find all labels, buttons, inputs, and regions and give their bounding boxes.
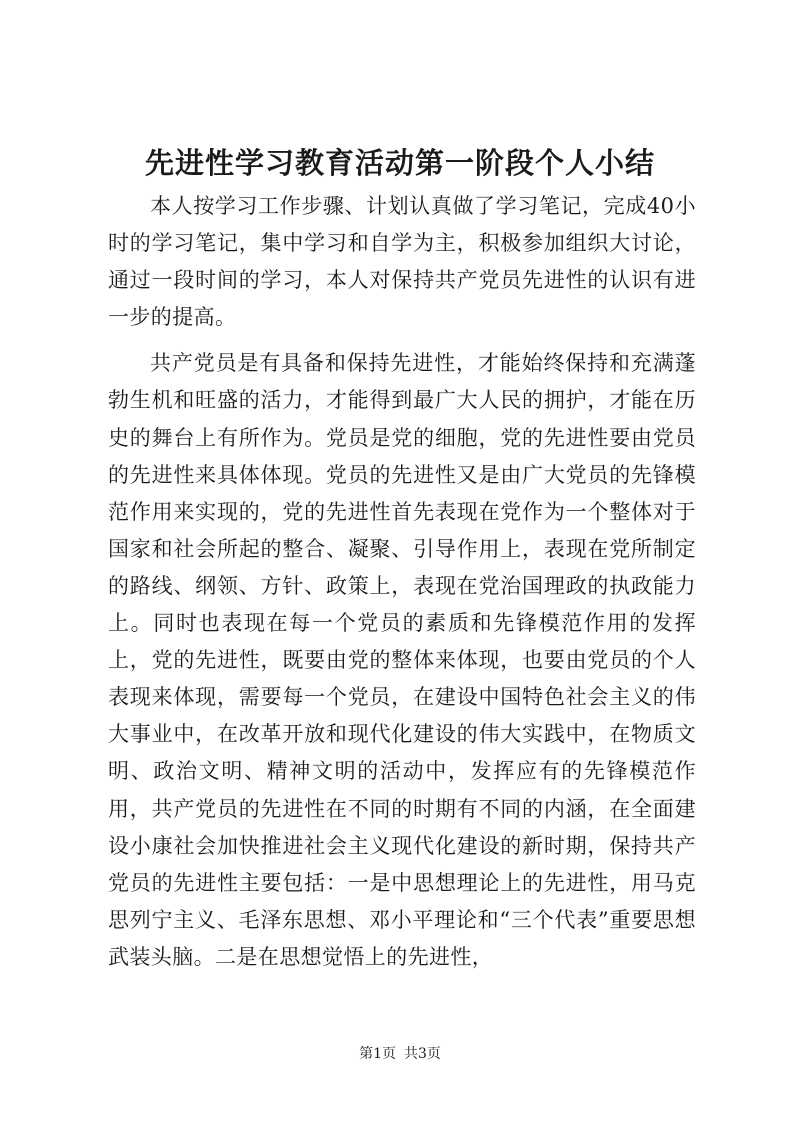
page-footer [0, 1044, 800, 1064]
page-total: 共3页 [404, 1046, 441, 1062]
page-number: 第1页 [359, 1046, 396, 1062]
document-body [108, 188, 696, 976]
document-title: 先进性学习教育活动第一阶段个人小结 [144, 146, 655, 180]
paragraph-2: 共产党员是有具备和保持先进性，才能始终保持和充满蓬勃生机和旺盛的活力，才能得到最广大人民的拥护，才能在历史的舞台上有所作为。党员是党的细胞，党的先进性要由党员的先进性来具体体现。党员的先进性又是由广大党员的先锋模范作用来实现的，党的先进性首先表现在党作为一个整体对于国家和社会所起的整合、凝聚、引导作用上，表现在党所制定的路线、纲领、方针、政策上，表现在党治国理政的执政能力上。同时也表现在每一个党员的素质和先锋模范作用的发挥上，党的先进性，既要由党的整体来体现，也要由党员的个人表现来体现，需要每一个党员，在建设中国特色社会主义的伟大事业中，在改革开放和现代化建设的伟大实践中，在物质文明、政治文明、精神文明的活动中，发挥应有的先锋模范作用，共产党员的先进性在不同的时期有不同的内涵，在全面建设小康社会加快推进社会主义现代化建设的新时期，保持共产党员的先进性主要包括：一是中思想理论上的先进性，用马克思列宁主义、毛泽东思想、邓小平理论和“三个代表”重要思想武装头脑。二是在思想觉悟上的先进性， [108, 351, 696, 969]
paragraph-1: 本人按学习工作步骤、计划认真做了学习笔记，完成40小时的学习笔记，集中学习和自学为主，积极参加组织大讨论，通过一段时间的学习，本人对保持共产党员先进性的认识有进一步的提高。 [108, 194, 696, 330]
